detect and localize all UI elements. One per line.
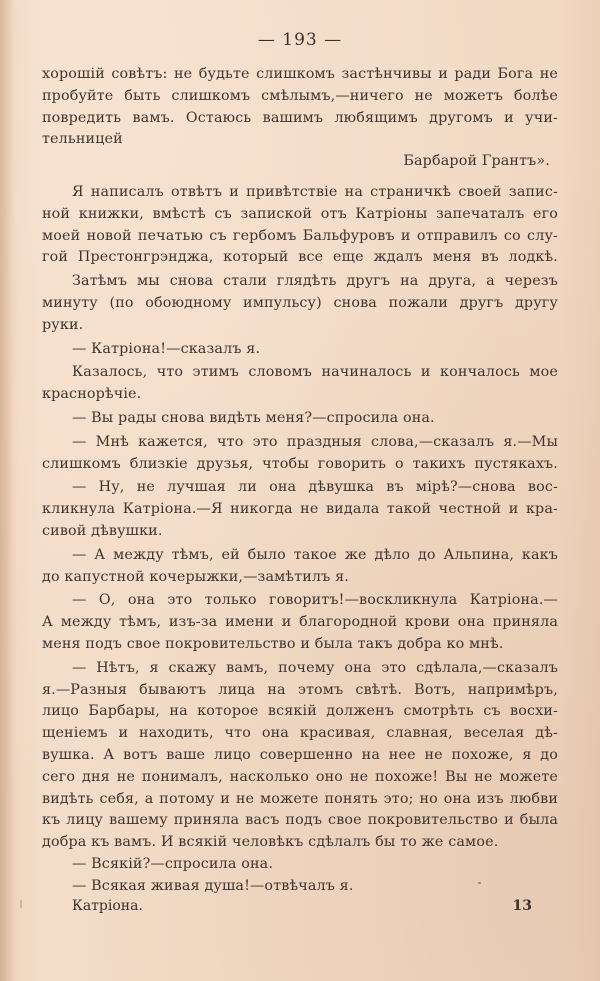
text-line: тельницей: [42, 131, 123, 148]
text-line: — А между тѣмъ, ей было такое же дѣло до Альпина, какъ: [72, 546, 558, 563]
text-line: до капустной кочерыжки,—замѣтилъ я.: [42, 568, 349, 585]
text-line: видѣть себя, а потому и не можете понять это; но она изъ любви: [42, 790, 558, 807]
text-line: Казалось, что этимъ словомъ начиналось и кончалось мое: [72, 364, 558, 381]
paper-speck: [478, 882, 481, 884]
text-line: вушка. А вотъ ваше лицо совершенно на нее не похоже, я до: [42, 746, 558, 763]
text-line: — Мнѣ кажется, что это праздныя слова,—сказалъ я.—Мы: [72, 433, 558, 450]
page-edge-shadow: [0, 0, 14, 981]
text-line: я.—Разныя бываютъ лица на этомъ свѣтѣ. Вотъ, напримѣръ,: [42, 681, 558, 698]
text-line: — Ну, не лучшая ли она дѣвушка въ мірѣ?—снова вос-: [72, 479, 558, 496]
paragraph-gap: [42, 173, 558, 182]
paragraph: [42, 182, 558, 269]
paragraph: [42, 590, 558, 655]
text-line: — Вы рады снова видѣть меня?—спросила она.: [72, 409, 435, 426]
paragraph: [42, 545, 558, 589]
text-line: повредить вамъ. Остаюсь вашимъ любящимъ другомъ и учи-: [42, 109, 558, 126]
text-line: А между тѣмъ, изъ-за имени и благородной крови она приняла: [42, 614, 558, 631]
text-line: къ лицу вашему приняла васъ подъ свое покровительство и была: [42, 812, 558, 829]
paragraph: [42, 408, 558, 430]
text-line: ной книжки, вмѣстѣ съ запиской отъ Катріоны запечаталъ его: [42, 205, 558, 222]
text-line: хорошій совѣтъ: не будьте слишкомъ застѣнчивы и ради Бога не: [42, 66, 558, 82]
text-line: руки.: [42, 316, 84, 333]
paragraph: [42, 271, 558, 336]
paper-speck: [20, 900, 22, 908]
page-number: — 193 —: [257, 30, 343, 50]
text-line: сего дня не понималъ, насколько оно не похоже! Вы не можете: [42, 768, 558, 785]
paragraph: [42, 876, 558, 898]
text-line: пробуйте быть слишкомъ смѣлымъ,—ничего не можетъ болѣе: [42, 87, 558, 104]
text-line: Я написалъ отвѣтъ и привѣтствіе на страничкѣ своей запис-: [72, 183, 558, 200]
paragraph: [42, 854, 558, 876]
paragraph: [42, 339, 558, 361]
paragraph: [42, 477, 558, 542]
footer-signature-mark: 13: [512, 898, 532, 914]
paragraph: [42, 432, 558, 476]
text-line: добра къ вамъ. И всякій человѣкъ сдѣлалъ бы то же самое.: [42, 834, 499, 851]
paragraph: [42, 658, 558, 854]
text-line: кликнула Катріона.—Я никогда не видала такой честной и кра-: [42, 501, 558, 518]
text-line: — Всякая живая душа!—отвѣчалъ я.: [72, 877, 354, 894]
paragraph: [42, 362, 558, 406]
text-line: — Нѣтъ, я скажу вамъ, почему она это сдѣлала,—сказалъ: [72, 659, 558, 676]
text-line: меня подъ свое покровительство и была такъ добра ко мнѣ.: [42, 635, 504, 652]
text-line: минуту (по обоюдному импульсу) снова пожали другъ другу: [42, 294, 558, 311]
text-line: щеніемъ и находить, что она красивая, славная, веселая дѣ-: [42, 725, 558, 742]
paragraph: [42, 64, 558, 151]
text-line: — Всякій?—спросила она.: [72, 855, 274, 872]
text-line: моей новой печатью съ гербомъ Бальфуровъ и отправилъ со слу-: [42, 227, 558, 244]
body-text: [42, 64, 558, 897]
letter-signature: Барбарой Грантъ».: [403, 153, 550, 170]
text-line: слишкомъ близкіе друзья, чтобы говорить о такихъ пустякахъ.: [42, 455, 558, 472]
text-line: — О, она это только говоритъ!—воскликнула Катріона.—: [72, 592, 558, 609]
text-line: гой Престонгрэнджа, который все еще ждалъ меня въ лодкѣ.: [42, 249, 558, 266]
text-line: — Катріона!—сказалъ я.: [72, 340, 261, 357]
text-line: сивой дѣвушки.: [42, 522, 163, 539]
text-line: краснорѣчіе.: [42, 386, 142, 403]
footer-book-title: Катріона.: [72, 898, 143, 914]
text-line: лицо Барбары, на которое всякій долженъ смотрѣть съ восхи-: [42, 703, 558, 720]
text-line: Затѣмъ мы снова стали глядѣть другъ на друга, а черезъ: [72, 273, 558, 290]
